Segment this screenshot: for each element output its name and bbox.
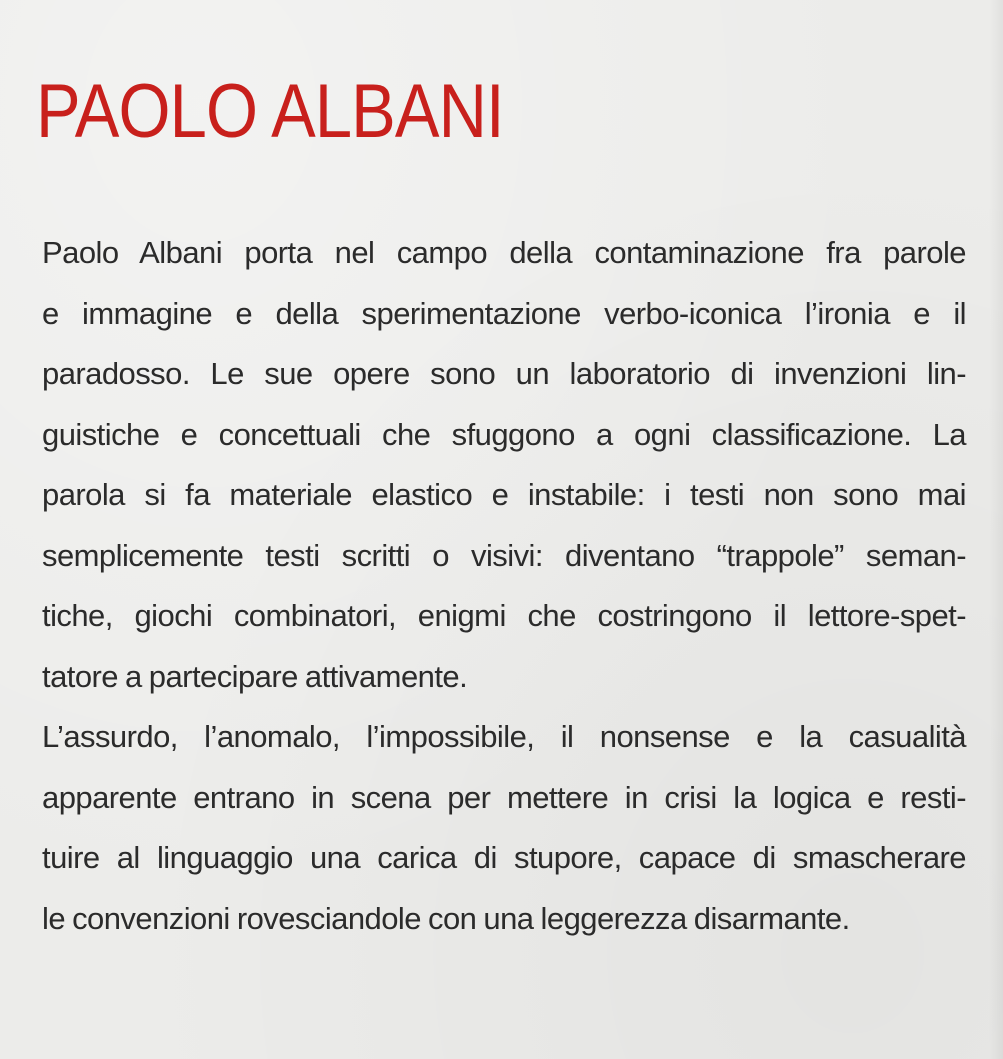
text-line: tuire al linguaggio una carica di stupore, capace di smascherare	[42, 840, 966, 875]
text-line: apparente entrano in scena per mettere in crisi la logica e resti-	[42, 779, 966, 815]
text-line: parola si fa materiale elastico e instabile: i testi non sono mai	[42, 477, 966, 512]
paragraph-2	[42, 707, 966, 949]
text-line: tatore a partecipare attivamente.	[42, 658, 468, 694]
text-line: guistiche e concettuali che sfuggono a ogni classificazione. La	[42, 416, 966, 452]
text-line: Paolo Albani porta nel campo della contaminazione fra parole	[42, 235, 966, 270]
page-edge-shadow	[989, 0, 1003, 1059]
paragraph-1	[42, 223, 966, 707]
text-line: semplicemente testi scritti o visivi: diventano “trappole” seman-	[42, 537, 966, 573]
text-line: paradosso. Le sue opere sono un laboratorio di invenzioni lin-	[42, 356, 966, 391]
page-title: PAOLO ALBANI	[36, 69, 504, 154]
text-line: L’assurdo, l’anomalo, l’impossibile, il nonsense e la casualità	[42, 719, 966, 754]
text-line: le convenzioni rovesciandole con una leggerezza disarmante.	[42, 900, 850, 936]
text-line: tiche, giochi combinatori, enigmi che costringono il lettore-spet-	[42, 598, 966, 633]
body-text	[42, 223, 966, 949]
text-line: e immagine e della sperimentazione verbo-iconica l’ironia e il	[42, 295, 966, 331]
